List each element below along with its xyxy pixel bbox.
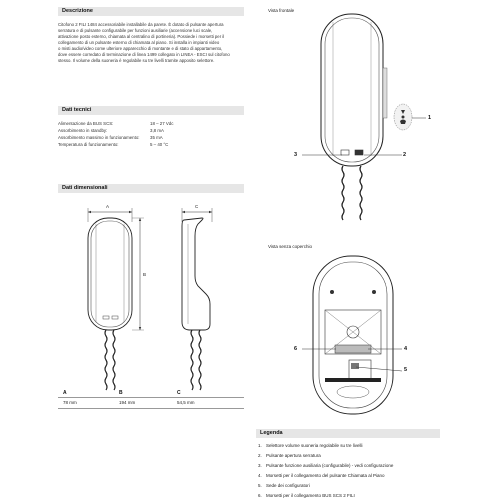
tech-row [58, 142, 244, 148]
tech-value: 35 mA [150, 135, 163, 140]
tech-row [58, 135, 244, 141]
dims-table-rule [58, 397, 244, 398]
dims-table-header-c: C [177, 390, 181, 396]
front-view-title: Vista frontale [268, 8, 295, 13]
description-line: collegamento di un pulsante esterno di chiamata al piano. Si installa in impianti video [58, 40, 220, 45]
tech-value: 3,8 mA [150, 128, 164, 133]
description-line: stesso. Il volume della suoneria è regolabile su tre livelli tramite apposito selettore. [58, 58, 215, 63]
description-title: Descrizione [62, 8, 93, 14]
legend-number: 4. [258, 473, 262, 478]
legend-number: 2. [258, 453, 262, 458]
tech-key: Temperatura di funzionamento: [58, 142, 119, 147]
dims-title: Dati dimensionali [62, 185, 108, 191]
legend-text: Pulsante funzione ausiliaria (configurabile) - vedi configurazione [266, 463, 394, 468]
tech-value: 18 – 27 Vdc [150, 121, 174, 126]
description-line: dove essere corredato di terminazione di linea 1499 collegato in LINEA - ESCI sul citofono [58, 52, 230, 57]
legend-header [256, 429, 440, 438]
tech-key: Alimentazione da BUS SCS: [58, 121, 114, 126]
legend-item [258, 483, 310, 488]
tech-key: Assorbimento in standby: [58, 128, 108, 133]
description-text [58, 22, 248, 64]
dims-table-value-a: 78 mm [63, 400, 77, 405]
rear-callout-5: 5 [404, 367, 408, 373]
dims-table-value-c: 54,5 mm [177, 400, 195, 405]
rear-callout-6: 6 [294, 346, 298, 352]
dims-table-value-b: 194 mm [119, 400, 136, 405]
legend-number: 3. [258, 463, 262, 468]
dims-table-header-b: B [119, 390, 123, 396]
legend-item [258, 493, 355, 498]
front-callout-1: 1 [428, 115, 432, 121]
legend-item [258, 473, 385, 478]
description-line: Citofono 2 FILI 1484 accessoriabile installabile da parete. È dotato di pulsante apertura [58, 22, 224, 27]
front-callout-2: 2 [403, 152, 407, 158]
legend-item [258, 453, 321, 458]
legend-title: Legenda [260, 430, 283, 436]
tech-key: Assorbimento massimo in funzionamento: [58, 135, 140, 140]
tech-row [58, 121, 244, 127]
rear-view-drawing [305, 252, 425, 422]
dim-label-c: C [195, 204, 199, 209]
front-callout-3: 3 [294, 152, 298, 158]
description-header [58, 7, 244, 16]
front-callout-lines [300, 110, 440, 170]
side-dimension-drawing [176, 200, 236, 390]
rear-callout-4: 4 [404, 346, 408, 352]
legend-item [258, 443, 363, 448]
dims-table-header-a: A [63, 390, 67, 396]
legend-text: Morsetti per il collegamento BUS SCS 2 FILI [266, 493, 355, 498]
legend-item [258, 463, 393, 468]
legend-number: 6. [258, 493, 262, 498]
tech-header [58, 106, 244, 115]
legend-text: Selettore volume suoneria regolabile su tre livelli [266, 443, 363, 448]
legend-text: Morsetti per il collegamento del pulsante Chiamata al Piano [266, 473, 385, 478]
rear-view-title: Vista senza coperchio [268, 244, 312, 249]
dims-header [58, 184, 244, 193]
dim-label-b: B [143, 272, 147, 277]
legend-text: Sede dei configuratori [266, 483, 310, 488]
tech-row [58, 128, 244, 134]
tech-value: 5 – 40 °C [150, 142, 169, 147]
rear-callout-lines [298, 345, 448, 385]
dims-table-rule-bottom [58, 408, 244, 409]
description-line: o misti audio/video come ulteriore apparecchio di montante e di stato di appartamento, [58, 46, 223, 51]
legend-text: Pulsante apertura serratura [266, 453, 321, 458]
dim-label-a: A [106, 204, 110, 209]
tech-title: Dati tecnici [62, 107, 92, 113]
description-line: serratura e di pulsante configurabile per funzioni ausiliarie (accensione luci scale, [58, 28, 213, 33]
legend-number: 5. [258, 483, 262, 488]
legend-number: 1. [258, 443, 262, 448]
description-line: attivazione posto esterno, chiamata al centralino di portineria). Possiede i morsetti per il [58, 34, 225, 39]
